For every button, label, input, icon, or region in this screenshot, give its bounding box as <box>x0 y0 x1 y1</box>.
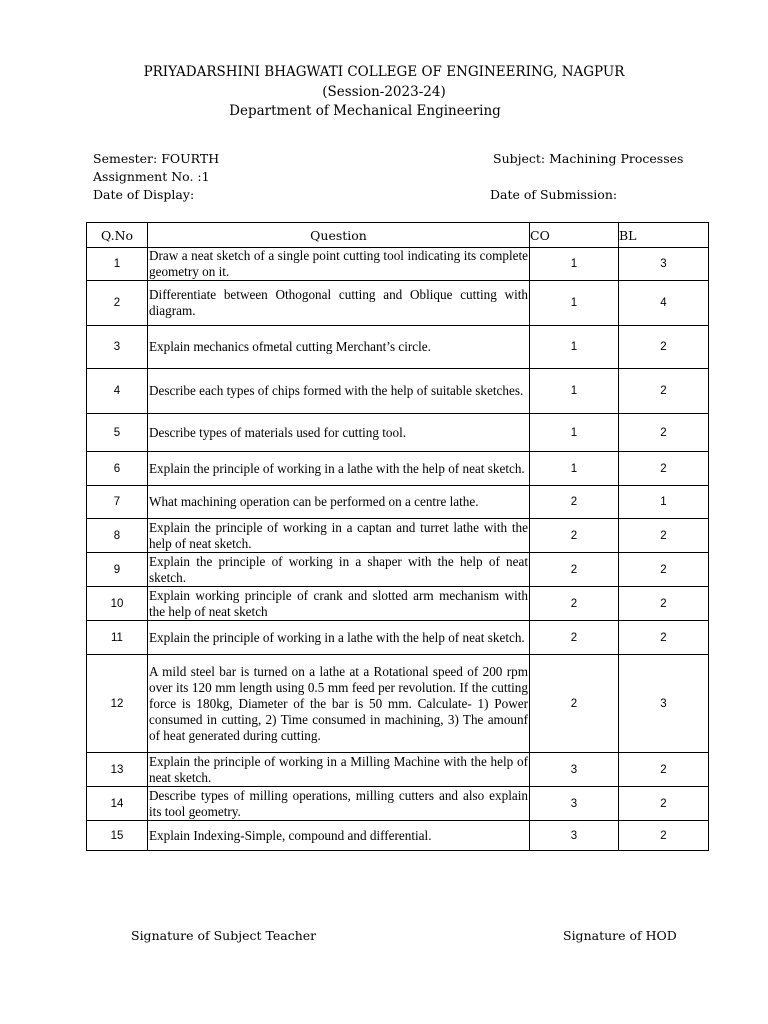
bl-cell: 2 <box>619 587 709 621</box>
co-cell: 2 <box>530 553 619 587</box>
co-cell: 2 <box>530 655 619 753</box>
question-text: Draw a neat sketch of a single point cutting tool indicating its complete geometry on it. <box>149 248 528 279</box>
co-cell: 1 <box>530 414 619 452</box>
question-text: Explain mechanics ofmetal cutting Merchant’s circle. <box>149 339 431 354</box>
bl-cell: 2 <box>619 787 709 821</box>
bl-cell: 2 <box>619 753 709 787</box>
table-row <box>87 553 709 587</box>
question-text: Explain working principle of crank and slotted arm mechanism with the help of neat sketch <box>149 587 528 619</box>
question-text: What machining operation can be performed on a centre lathe. <box>149 494 479 509</box>
question-cell <box>148 655 530 753</box>
bl-cell: 2 <box>619 414 709 452</box>
co-cell: 2 <box>530 486 619 519</box>
question-cell <box>148 621 530 655</box>
table-row <box>87 787 709 821</box>
qno-cell: 13 <box>87 753 148 787</box>
question-text: Describe each types of chips formed with the help of suitable sketches. <box>149 383 524 398</box>
teacher-signature-label: Signature of Subject Teacher <box>131 928 317 943</box>
table-row <box>87 821 709 851</box>
qno-cell: 3 <box>87 326 148 369</box>
co-cell: 1 <box>530 369 619 414</box>
date-submission-label: Date of Submission: <box>490 187 618 202</box>
question-cell <box>148 414 530 452</box>
qno-header: Q.No <box>87 223 148 248</box>
question-cell <box>148 326 530 369</box>
question-cell <box>148 753 530 787</box>
qno-cell: 2 <box>87 281 148 326</box>
bl-cell: 1 <box>619 486 709 519</box>
table-row <box>87 587 709 621</box>
bl-cell: 3 <box>619 655 709 753</box>
subject-label: Subject: Machining Processes <box>493 151 684 166</box>
co-cell: 2 <box>530 621 619 655</box>
table-row <box>87 248 709 281</box>
semester-label: Semester: FOURTH <box>93 151 220 166</box>
bl-cell: 4 <box>619 281 709 326</box>
question-cell <box>148 281 530 326</box>
question-text: Explain the principle of working in a shaper with the help of neat sketch. <box>149 553 528 585</box>
qno-cell: 10 <box>87 587 148 621</box>
question-text: Explain the principle of working in a lathe with the help of neat sketch. <box>149 460 525 476</box>
qno-cell: 7 <box>87 486 148 519</box>
table-row <box>87 281 709 326</box>
question-cell <box>148 452 530 486</box>
table-row <box>87 326 709 369</box>
college-name: PRIYADARSHINI BHAGWATI COLLEGE OF ENGINEERING, NAGPUR <box>143 64 625 80</box>
table-row <box>87 369 709 414</box>
table-row <box>87 452 709 486</box>
question-text: Describe types of materials used for cutting tool. <box>149 424 407 440</box>
bl-cell: 2 <box>619 369 709 414</box>
table-row <box>87 519 709 553</box>
co-cell: 1 <box>530 452 619 486</box>
qno-cell: 6 <box>87 452 148 486</box>
table-row <box>87 414 709 452</box>
question-text: Explain the principle of working in a Milling Machine with the help of neat sketch. <box>149 753 528 785</box>
co-header: CO <box>530 223 619 248</box>
qno-cell: 4 <box>87 369 148 414</box>
question-cell <box>148 821 530 851</box>
department-name: Department of Mechanical Engineering <box>229 103 501 119</box>
qno-cell: 9 <box>87 553 148 587</box>
qno-cell: 11 <box>87 621 148 655</box>
hod-signature-label: Signature of HOD <box>563 928 677 943</box>
question-text: Explain Indexing-Simple, compound and differential. <box>149 827 432 843</box>
qno-cell: 1 <box>87 248 148 281</box>
bl-cell: 2 <box>619 452 709 486</box>
co-cell: 2 <box>530 519 619 553</box>
bl-cell: 2 <box>619 621 709 655</box>
question-cell <box>148 587 530 621</box>
question-header: Question <box>148 223 530 248</box>
bl-cell: 2 <box>619 519 709 553</box>
co-cell: 1 <box>530 281 619 326</box>
question-cell <box>148 787 530 821</box>
bl-header: BL <box>619 223 709 248</box>
question-text: A mild steel bar is turned on a lathe at a Rotational speed of 200 rpm over its 120 mm length using 0.5 mm feed per revolution. If the cutting force is 180kg, Diameter of the bar is 50 mm. Calculate- 1) Power consumed in cutting, 2) Time consumed in machining, 3) The amounf of heat generated during cutting. <box>149 663 528 743</box>
table-row <box>87 753 709 787</box>
co-cell: 1 <box>530 326 619 369</box>
qno-cell: 12 <box>87 655 148 753</box>
session-label: (Session-2023-24) <box>322 84 446 100</box>
question-text: Explain the principle of working in a captan and turret lathe with the help of neat sketch. <box>149 519 528 551</box>
co-cell: 2 <box>530 587 619 621</box>
table-row <box>87 621 709 655</box>
question-cell <box>148 248 530 281</box>
question-cell <box>148 519 530 553</box>
co-cell: 3 <box>530 753 619 787</box>
question-cell <box>148 553 530 587</box>
qno-cell: 15 <box>87 821 148 851</box>
bl-cell: 2 <box>619 553 709 587</box>
bl-cell: 2 <box>619 821 709 851</box>
qno-cell: 14 <box>87 787 148 821</box>
bl-cell: 2 <box>619 326 709 369</box>
question-text: Describe types of milling operations, milling cutters and also explain its tool geometry. <box>149 787 528 819</box>
bl-cell: 3 <box>619 248 709 281</box>
table-row <box>87 655 709 753</box>
qno-cell: 5 <box>87 414 148 452</box>
question-text: Differentiate between Othogonal cutting and Oblique cutting with diagram. <box>149 287 528 318</box>
co-cell: 3 <box>530 821 619 851</box>
qno-cell: 8 <box>87 519 148 553</box>
table-row <box>87 486 709 519</box>
co-cell: 3 <box>530 787 619 821</box>
question-cell <box>148 486 530 519</box>
question-cell <box>148 369 530 414</box>
question-text: Explain the principle of working in a lathe with the help of neat sketch. <box>149 629 525 645</box>
date-display-label: Date of Display: <box>93 187 195 202</box>
assignment-table <box>86 222 709 851</box>
assignment-label: Assignment No. :1 <box>93 169 210 184</box>
table-header-row <box>87 223 709 248</box>
co-cell: 1 <box>530 248 619 281</box>
